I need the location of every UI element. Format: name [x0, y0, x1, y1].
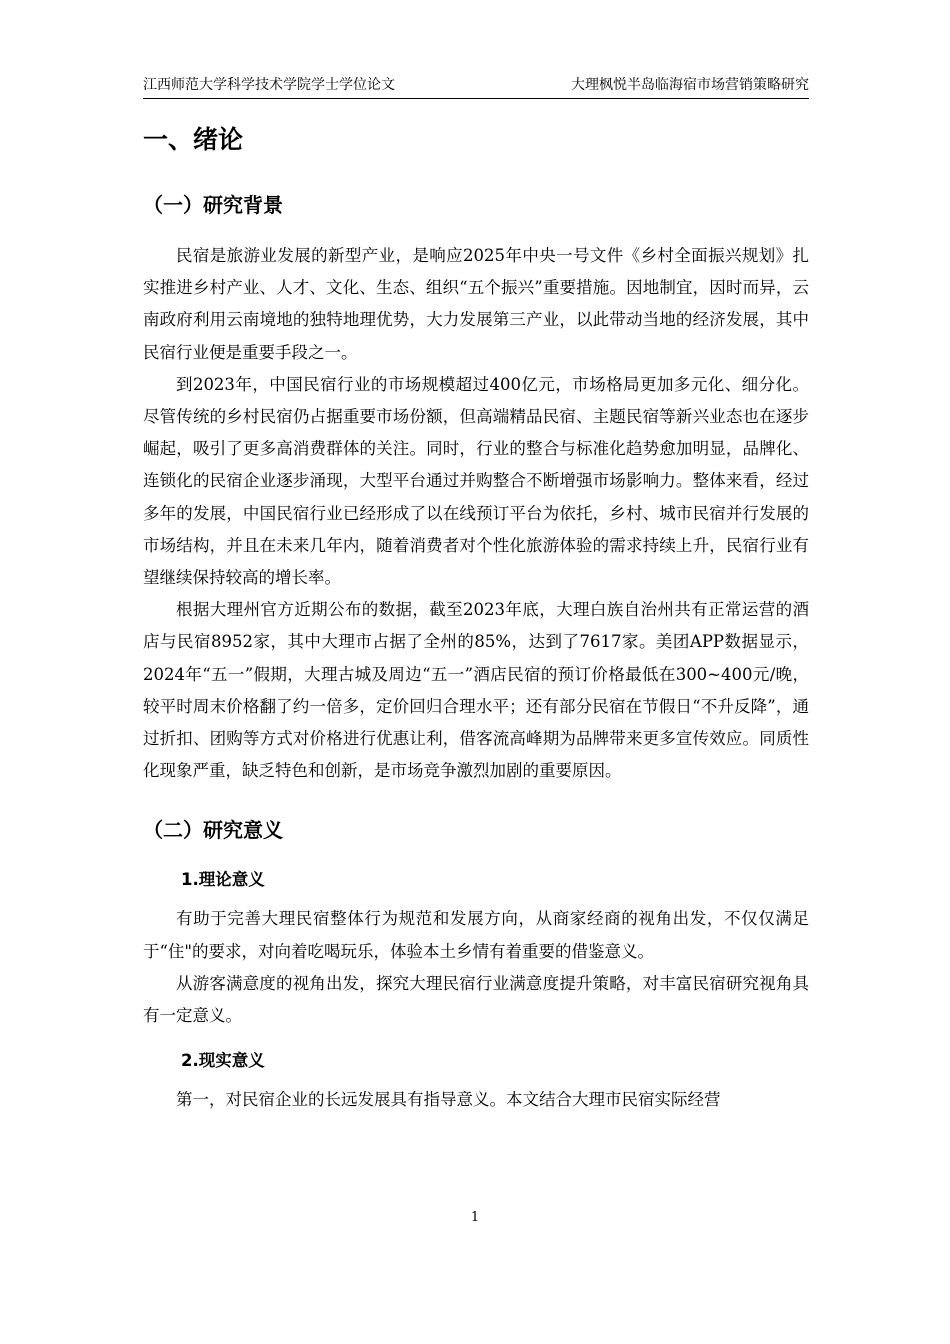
section-title-significance: （二）研究意义 — [143, 818, 283, 843]
header-thesis-title: 大理枫悦半岛临海宿市场营销策略研究 — [571, 77, 809, 93]
subsection-title-practice: 2.现实意义 — [181, 1051, 265, 1071]
chapter-title: 一、绪论 — [143, 125, 244, 154]
page-number: 1 — [470, 1210, 480, 1225]
subsection-title-theory: 1.理论意义 — [181, 870, 265, 890]
paragraph: 根据大理州官方近期公布的数据，截至2023年底，大理白族自治州共有正常运营的酒店与民宿8952家，其中大理市占据了全州的85%，达到了7617家。美团APP数据显示，2024年“五一”假期，大理古城及周边“五一”酒店民宿的预订价格最低在300~400元/晚，较平时周末价格翻了约一倍多，定价回归合理水平；还有部分民宿在节假日“不升反降”，通过折扣、团购等方式对价格进行优惠让利，借客流高峰期为品牌带来更多宣传效应。同质性化现象严重，缺乏特色和创新，是市场竞争激烈加剧的重要原因。 — [143, 600, 809, 781]
header-institution: 江西师范大学科学技术学院学士学位论文 — [143, 77, 395, 93]
paragraph: 从游客满意度的视角出发，探究大理民宿行业满意度提升策略，对丰富民宿研究视角具有一定意义。 — [143, 973, 809, 1026]
paragraph: 到2023年，中国民宿行业的市场规模超过400亿元，市场格局更加多元化、细分化。尽管传统的乡村民宿仍占据重要市场份额，但高端精品民宿、主题民宿等新兴业态也在逐步崛起，吸引了更多高消费群体的关注。同时，行业的整合与标准化趋势愈加明显，品牌化、连锁化的民宿企业逐步涌现，大型平台通过并购整合不断增强市场影响力。整体来看，经过多年的发展，中国民宿行业已经形成了以在线预订平台为依托，乡村、城市民宿并行发展的市场结构，并且在未来几年内，随着消费者对个性化旅游体验的需求持续上升，民宿行业有望继续保持较高的增长率。 — [143, 374, 809, 588]
paragraph: 有助于完善大理民宿整体行为规范和发展方向，从商家经商的视角出发，不仅仅满足于“住"的要求，对向着吃喝玩乐，体验本土乡情有着重要的借鉴意义。 — [143, 909, 809, 961]
section-title-background: （一）研究背景 — [143, 193, 283, 217]
paragraph: 民宿是旅游业发展的新型产业，是响应2025年中央一号文件《乡村全面振兴规划》扎实推进乡村产业、人才、文化、生态、组织“五个振兴”重要措施。因地制宜，因时而异，云南政府利用云南境地的独特地理优势，大力发展第三产业，以此带动当地的经济发展，其中民宿行业便是重要手段之一。 — [143, 246, 809, 362]
running-header — [143, 72, 809, 99]
body-content — [143, 118, 809, 1116]
paragraph: 第一，对民宿企业的长远发展具有指导意义。本文结合大理市民宿实际经营 — [176, 1090, 721, 1110]
